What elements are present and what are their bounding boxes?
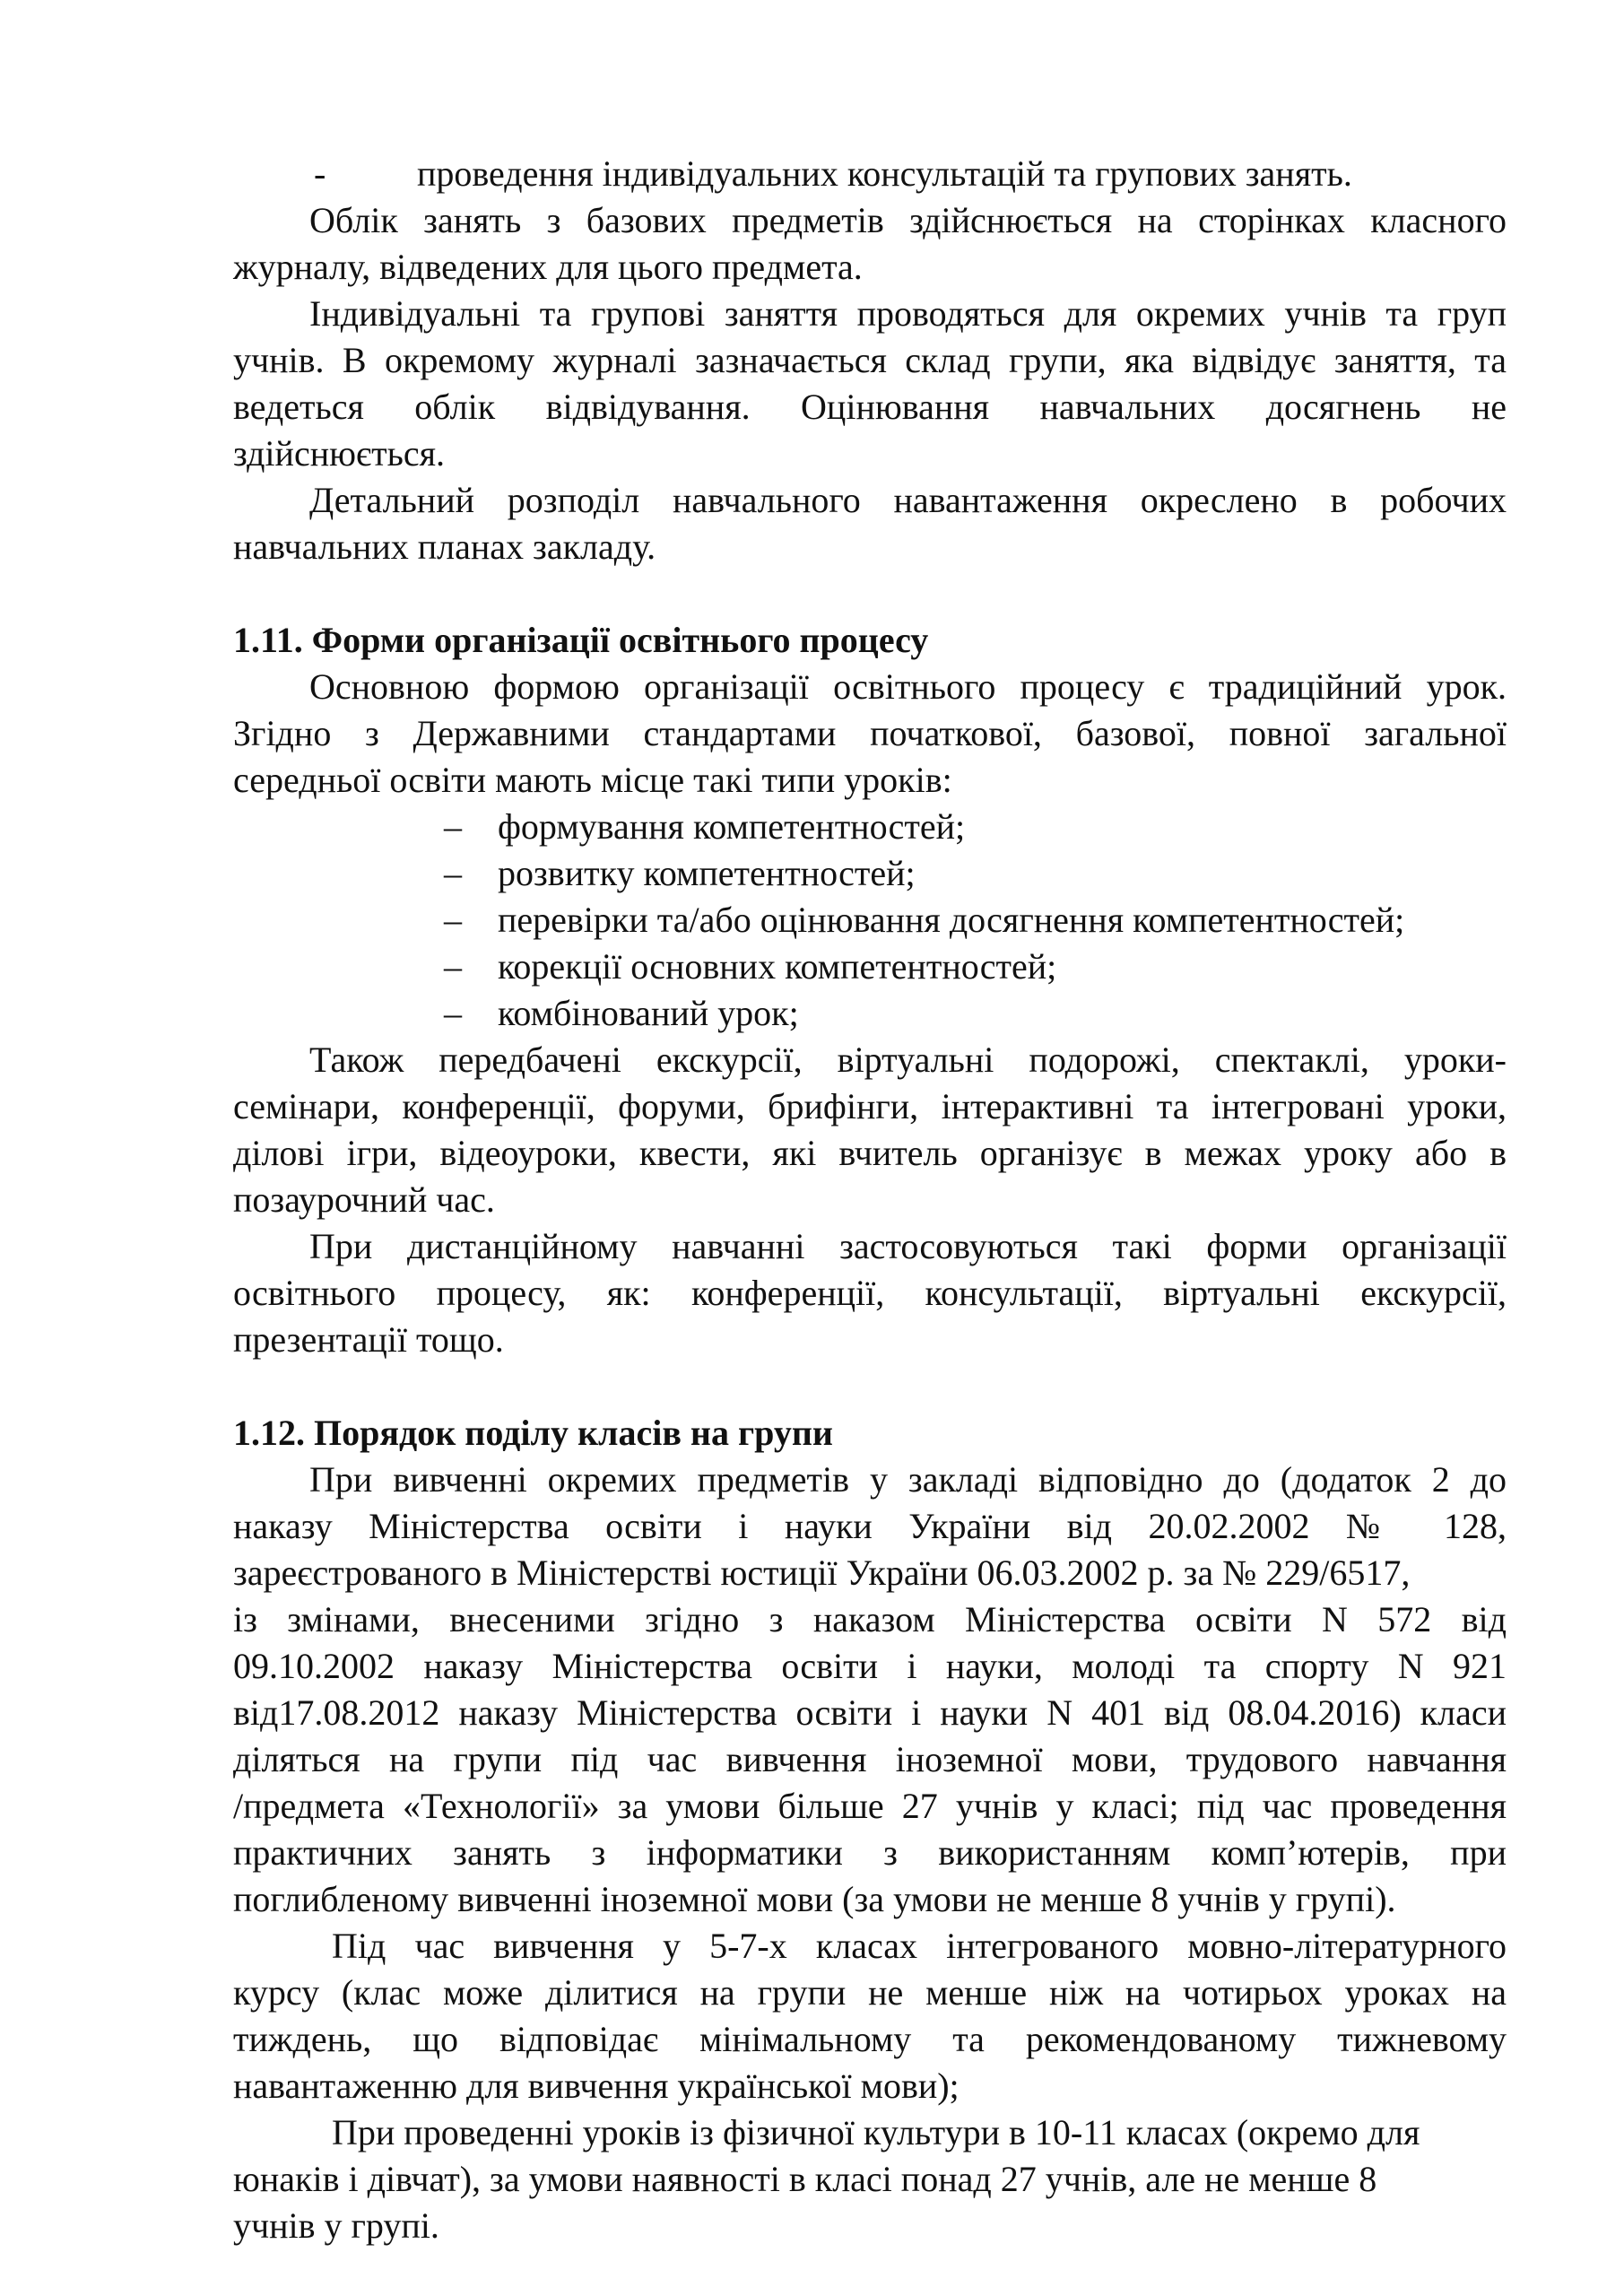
list-item	[233, 944, 1507, 990]
text-line: Під час вивчення у 5-7-х класах інтегрованого мовно-літературного	[332, 1926, 1507, 1966]
list-dash-marker: –	[444, 806, 462, 847]
section-1-12-paragraph-1	[233, 1457, 1507, 1923]
list-item-text: перевірки та/або оцінювання досягнення компетентностей;	[498, 900, 1405, 940]
text-line: Індивідуальні та групові заняття проводяться для окремих учнів та груп	[309, 293, 1507, 334]
dash-item-text: проведення індивідуальних консультацій та групових занять.	[417, 153, 1352, 194]
text-line: тиждень, що відповідає мінімальному та рекомендованому тижневому	[233, 2019, 1507, 2059]
section-1-12-paragraph-2	[233, 1923, 1507, 2109]
section-1-11-paragraph-3	[233, 1223, 1507, 1363]
list-item	[233, 804, 1507, 850]
list-item	[233, 850, 1507, 897]
list-item-text: комбінований урок;	[498, 993, 799, 1033]
section-heading-1-11: 1.11. Форми організації освітнього процесу	[233, 620, 929, 660]
text-line: курсу (клас може ділитися на групи не менше ніж на чотирьох уроках на	[233, 1972, 1507, 2013]
list-item-text: формування компетентностей;	[498, 806, 966, 847]
text-line: позаурочний час.	[233, 1179, 495, 1220]
section-heading-1-12: 1.12. Порядок поділу класів на групи	[233, 1413, 833, 1453]
text-line: /предмета «Технології» за умови більше 27 учнів у класі; під час проведення	[233, 1786, 1507, 1826]
text-line: навантаженню для вивчення української мови);	[233, 2066, 960, 2106]
text-line: від17.08.2012 наказу Міністерства освіти і науки N 401 від 08.04.2016) класи	[233, 1692, 1507, 1733]
text-line: поглибленому вивченні іноземної мови (за умови не менше 8 учнів у групі).	[233, 1879, 1396, 1919]
text-line: учнів у групі.	[233, 2205, 439, 2246]
text-line: Основною формою організації освітнього процесу є традиційний урок.	[309, 666, 1507, 707]
text-line: зареєстрованого в Міністерстві юстиції України 06.03.2002 р. за № 229/6517,	[233, 1552, 1411, 1593]
text-line: Детальний розподіл навчального навантаження окреслено в робочих	[309, 480, 1507, 520]
text-line: Також передбачені екскурсії, віртуальні подорожі, спектаклі, уроки-	[309, 1039, 1507, 1080]
lesson-types-list	[233, 804, 1507, 1037]
text-line: учнів. В окремому журналі зазначається склад групи, яка відвідує заняття, та	[233, 340, 1507, 380]
text-line: наказу Міністерства освіти і науки України від 20.02.2002 № 128,	[233, 1506, 1507, 1546]
list-item-text: корекції основних компетентностей;	[498, 946, 1057, 987]
text-line: освітнього процесу, як: конференції, консультації, віртуальні екскурсії,	[233, 1273, 1507, 1313]
intro-paragraph-2	[233, 291, 1507, 477]
text-line: здійснюється.	[233, 433, 446, 474]
text-line: із змінами, внесеними згідно з наказом Міністерства освіти N 572 від	[233, 1599, 1507, 1639]
list-item	[233, 990, 1507, 1037]
text-line: навчальних планах закладу.	[233, 526, 656, 567]
list-item	[233, 897, 1507, 944]
text-line: юнаків і дівчат), за умови наявності в класі понад 27 учнів, але не менше 8	[233, 2159, 1377, 2199]
text-line: При проведенні уроків із фізичної культури в 10-11 класах (окремо для	[332, 2112, 1420, 2152]
text-line: журналу, відведених для цього предмета.	[233, 247, 863, 287]
dash-marker: -	[314, 153, 326, 194]
section-1-12-paragraph-3	[233, 2109, 1507, 2249]
list-dash-marker: –	[444, 853, 462, 893]
text-line: При дистанційному навчанні застосовуються такі форми організації	[309, 1226, 1507, 1266]
text-line: семінари, конференції, форуми, брифінги, інтерактивні та інтегровані уроки,	[233, 1086, 1507, 1126]
section-1-11-paragraph-1	[233, 664, 1507, 804]
text-line: Облік занять з базових предметів здійснюється на сторінках класного	[309, 200, 1507, 240]
text-line: практичних занять з інформатики з використанням комп’ютерів, при	[233, 1832, 1507, 1873]
list-dash-marker: –	[444, 900, 462, 940]
text-line: Згідно з Державними стандартами початкової, базової, повної загальної	[233, 713, 1507, 753]
list-item-text: розвитку компетентностей;	[498, 853, 916, 893]
section-1-11-paragraph-2	[233, 1037, 1507, 1223]
text-line: ділові ігри, відеоуроки, квести, які вчитель організує в межах уроку або в	[233, 1133, 1507, 1173]
intro-paragraph-3	[233, 477, 1507, 570]
text-line: ведеться облік відвідування. Оцінювання навчальних досягнень не	[233, 387, 1507, 427]
text-line: 09.10.2002 наказу Міністерства освіти і науки, молоді та спорту N 921	[233, 1646, 1507, 1686]
list-dash-marker: –	[444, 946, 462, 987]
text-line: При вивченні окремих предметів у закладі відповідно до (додаток 2 до	[309, 1459, 1507, 1500]
text-line: середньої освіти мають місце такі типи уроків:	[233, 760, 952, 800]
document-page	[233, 151, 1507, 2249]
text-line: діляться на групи під час вивчення іноземної мови, трудового навчання	[233, 1739, 1507, 1779]
intro-dash-item	[233, 151, 1507, 197]
list-dash-marker: –	[444, 993, 462, 1033]
text-line: презентації тощо.	[233, 1319, 504, 1360]
intro-paragraph-1	[233, 197, 1507, 291]
